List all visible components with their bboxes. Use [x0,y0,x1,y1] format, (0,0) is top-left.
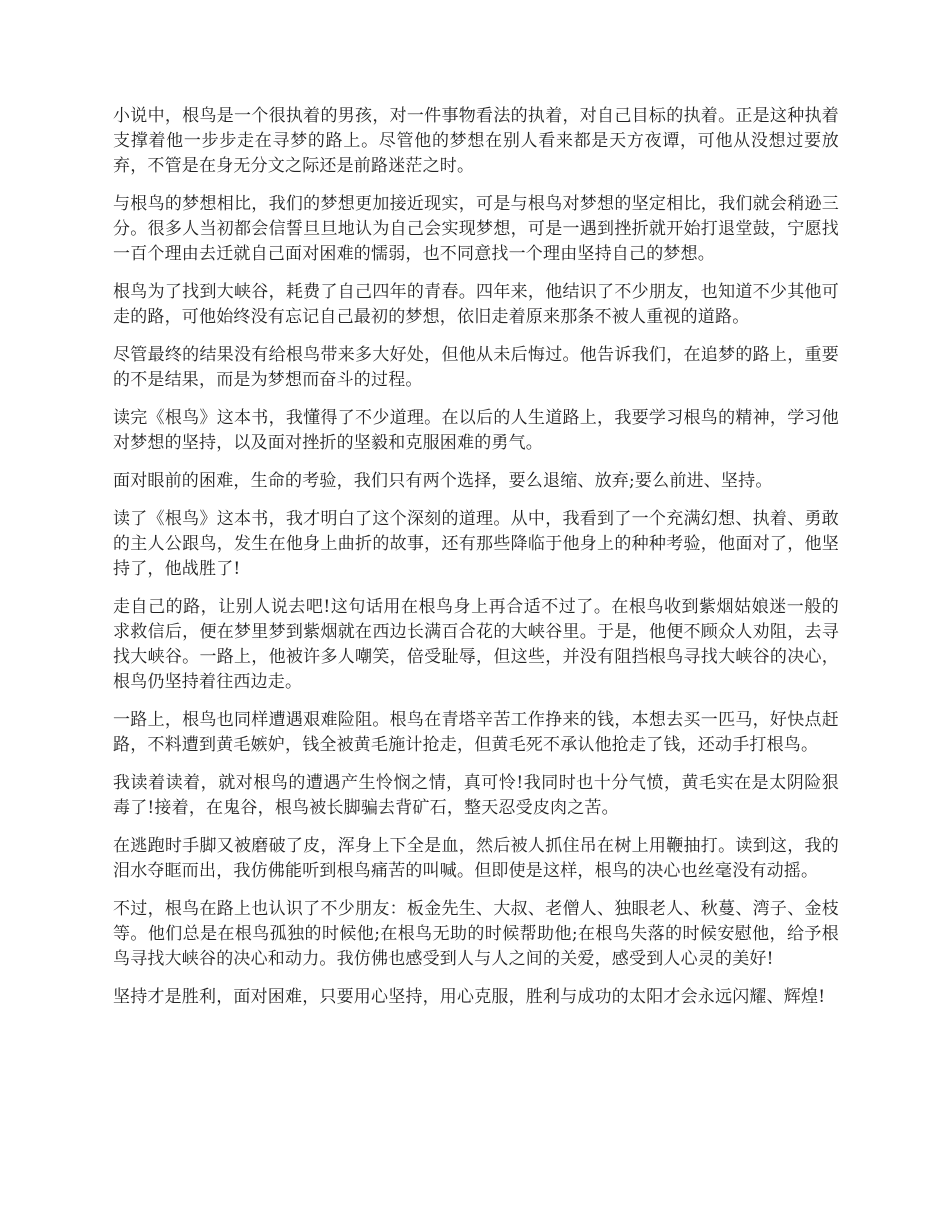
paragraph-4: 尽管最终的结果没有给根鸟带来多大好处，但他从未后悔过。他告诉我们，在追梦的路上，重要的不是结果，而是为梦想而奋斗的过程。 [113,345,839,390]
paragraph-7: 读了《根鸟》这本书，我才明白了这个深刻的道理。从中，我看到了一个充满幻想、执着、勇敢的主人公跟鸟，发生在他身上曲折的故事，还有那些降临于他身上的种种考验，他面对了，他坚持了，他战胜了! [113,509,839,579]
paragraph-5: 读完《根鸟》这本书，我懂得了不少道理。在以后的人生道路上，我要学习根鸟的精神，学习他对梦想的坚持，以及面对挫折的坚毅和克服困难的勇气。 [113,408,839,453]
paragraph-6: 面对眼前的困难，生命的考验，我们只有两个选择，要么退缩、放弃;要么前进、坚持。 [113,471,773,491]
paragraph-8: 走自己的路，让别人说去吧!这句话用在根鸟身上再合适不过了。在根鸟收到紫烟姑娘迷一般的求救信后，便在梦里梦到紫烟就在西边长满百合花的大峡谷里。于是，他便不顾众人劝阻，去寻找大峡谷。一路上，他被许多人嘲笑，倍受耻辱，但这些，并没有阻挡根鸟寻找大峡谷的决心，根鸟仍坚持着往西边走。 [113,597,839,692]
paragraph-12: 不过，根鸟在路上也认识了不少朋友：板金先生、大叔、老僧人、独眼老人、秋蔓、湾子、金枝等。他们总是在根鸟孤独的时候他;在根鸟无助的时候帮助他;在根鸟失落的时候安慰他，给予根鸟寻找大峡谷的决心和动力。我仿佛也感受到人与人之间的关爱，感受到人心灵的美好! [113,899,839,969]
paragraph-1: 小说中，根鸟是一个很执着的男孩，对一件事物看法的执着，对自己目标的执着。正是这种执着支撑着他一步步走在寻梦的路上。尽管他的梦想在别人看来都是天方夜谭，可他从没想过要放弃，不管是在身无分文之际还是前路迷茫之时。 [113,106,839,176]
paragraph-2: 与根鸟的梦想相比，我们的梦想更加接近现实，可是与根鸟对梦想的坚定相比，我们就会稍逊三分。很多人当初都会信誓旦旦地认为自己会实现梦想，可是一遇到挫折就开始打退堂鼓，宁愿找一百个理由去迁就自己面对困难的懦弱，也不同意找一个理由坚持自己的梦想。 [113,194,839,264]
paragraph-3: 根鸟为了找到大峡谷，耗费了自己四年的青春。四年来，他结识了不少朋友，也知道不少其他可走的路，可他始终没有忘记自己最初的梦想，依旧走着原来那条不被人重视的道路。 [113,282,839,327]
paragraph-10: 我读着读着，就对根鸟的遭遇产生怜悯之情，真可怜!我同时也十分气愤，黄毛实在是太阴险狠毒了!接着，在鬼谷，根鸟被长脚骗去背矿石，整天忍受皮肉之苦。 [113,773,839,818]
document-body [113,104,839,1023]
paragraph-13: 坚持才是胜利，面对困难，只要用心坚持，用心克服，胜利与成功的太阳才会永远闪耀、辉煌! [113,987,826,1007]
paragraph-11: 在逃跑时手脚又被磨破了皮，浑身上下全是血，然后被人抓住吊在树上用鞭抽打。读到这，我的泪水夺眶而出，我仿佛能听到根鸟痛苦的叫喊。但即使是这样，根鸟的决心也丝毫没有动摇。 [113,836,839,881]
paragraph-9: 一路上，根鸟也同样遭遇艰难险阻。根鸟在青塔辛苦工作挣来的钱，本想去买一匹马，好快点赶路，不料遭到黄毛嫉妒，钱全被黄毛施计抢走，但黄毛死不承认他抢走了钱，还动手打根鸟。 [113,710,839,755]
